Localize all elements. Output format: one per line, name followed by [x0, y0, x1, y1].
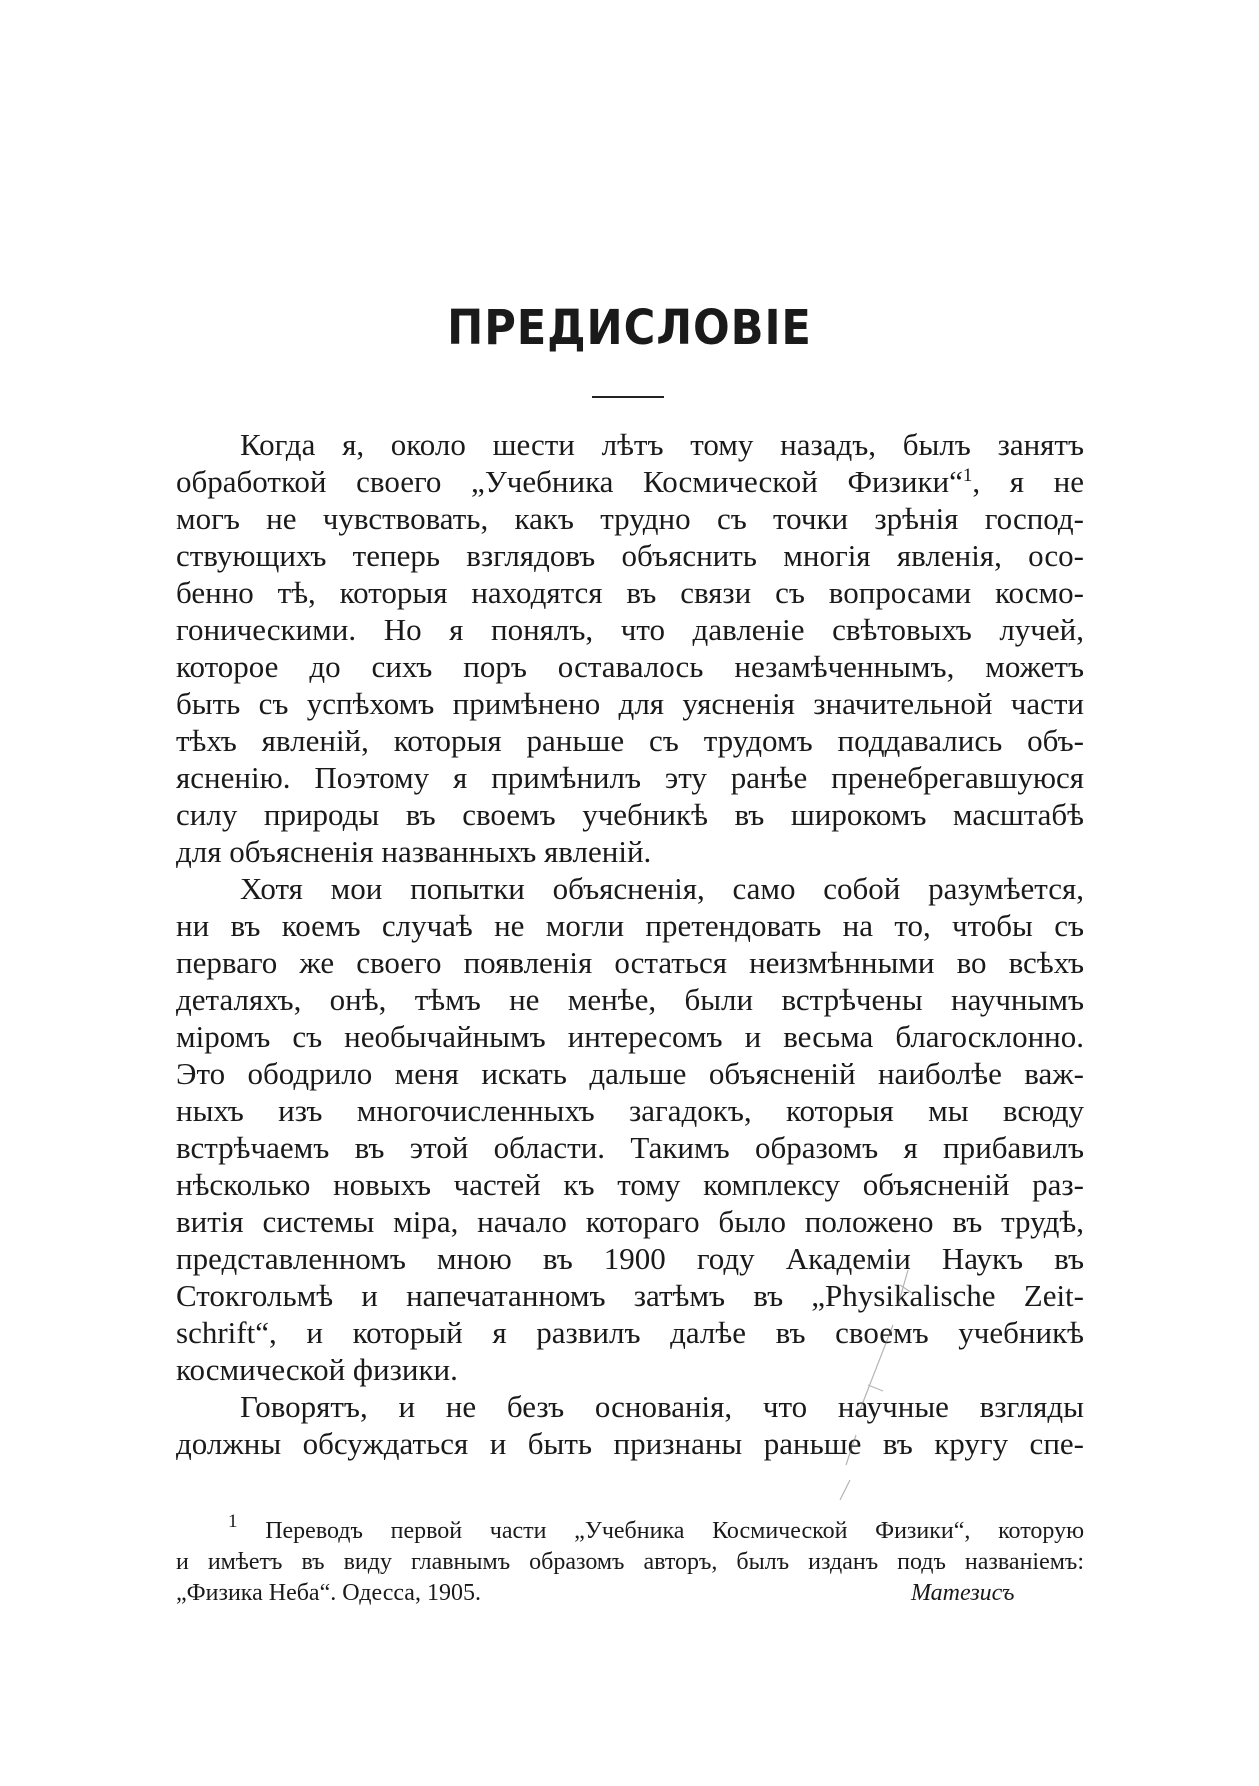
library-stamp-mark [838, 1265, 918, 1505]
text-line-part: обработкой своего „Учебника Космической Физики“ [176, 464, 963, 499]
text-line: Хотя мои попытки объясненія, само собой разумѣется, [240, 871, 1084, 906]
footnote-line [176, 1578, 1084, 1609]
footnote-text: Переводъ первой части „Учебника Космической Физики“, которую [265, 1518, 1084, 1544]
footnote-mark: 1 [228, 1511, 238, 1532]
text-line: быть съ успѣхомъ примѣнено для уясненія значительной части [176, 686, 1084, 721]
translator-signature: Матезисъ [911, 1580, 1015, 1606]
text-line: нѣсколько новыхъ частей къ тому комплексу объясненій раз- [176, 1167, 1084, 1202]
footnote-line: и имѣетъ въ виду главнымъ образомъ авторъ, былъ изданъ подъ названіемъ: [176, 1549, 1084, 1575]
footnote-line [176, 1511, 1084, 1547]
footnote [176, 1511, 1084, 1609]
text-line: Стокгольмѣ и напечатанномъ затѣмъ въ „Physikalische Zeit- [176, 1278, 1084, 1313]
text-line [176, 463, 1084, 500]
footnote-mark: 1 [962, 465, 973, 486]
body-text [176, 426, 1084, 1462]
text-line: Когда я, около шести лѣтъ тому назадъ, былъ занятъ [240, 427, 1084, 462]
text-line: гоническими. Но я понялъ, что давленіе свѣтовыхъ лучей, [176, 612, 1084, 647]
text-line: встрѣчаемъ въ этой области. Такимъ образомъ я прибавилъ [176, 1130, 1084, 1165]
text-line: Говорятъ, и не безъ основанія, что научные взгляды [240, 1389, 1084, 1424]
text-line: космической физики. [176, 1352, 458, 1387]
text-line: должны обсуждаться и быть признаны раньше въ кругу спе- [176, 1426, 1084, 1461]
page-title: ПРЕДИСЛОВІЕ [447, 300, 812, 356]
text-line: міромъ съ необычайнымъ интересомъ и весьма благосклонно. [176, 1019, 1084, 1054]
text-line: ныхъ изъ многочисленныхъ загадокъ, которыя мы всюду [176, 1093, 1084, 1128]
text-line: Это ободрило меня искать дальше объясненій наиболѣе важ- [176, 1056, 1084, 1091]
text-line: силу природы въ своемъ учебникѣ въ широкомъ масштабѣ [176, 797, 1084, 832]
text-line: ствующихъ теперь взглядовъ объяснить многія явленія, осо- [176, 538, 1084, 573]
text-line-part: , я не [972, 464, 1084, 499]
text-line: ясненію. Поэтому я примѣнилъ эту ранѣе пренебрегавшуюся [176, 760, 1084, 795]
text-line: тѣхъ явленій, которыя раньше съ трудомъ поддавались объ- [176, 723, 1084, 758]
text-line: для объясненія названныхъ явленій. [176, 834, 652, 869]
text-line: витія системы міра, начало котораго было положено въ трудѣ, [176, 1204, 1084, 1239]
text-line: schrift“, и который я развилъ далѣе въ своемъ учебникѣ [176, 1315, 1084, 1350]
title-divider [592, 396, 664, 398]
text-line: ни въ коемъ случаѣ не могли претендовать на то, чтобы съ [176, 908, 1084, 943]
text-line: могъ не чувствовать, какъ трудно съ точки зрѣнія господ- [176, 501, 1084, 536]
footnote-text: „Физика Неба“. Одесса, 1905. [176, 1580, 481, 1606]
text-line: деталяхъ, онѣ, тѣмъ не менѣе, были встрѣчены научнымъ [176, 982, 1084, 1017]
text-line: которое до сихъ поръ оставалось незамѣченнымъ, можетъ [176, 649, 1084, 684]
text-line: представленномъ мною въ 1900 году Академіи Наукъ въ [176, 1241, 1084, 1276]
text-line: бенно тѣ, которыя находятся въ связи съ вопросами космо- [176, 575, 1084, 610]
text-line: перваго же своего появленія остаться неизмѣнными во всѣхъ [176, 945, 1084, 980]
